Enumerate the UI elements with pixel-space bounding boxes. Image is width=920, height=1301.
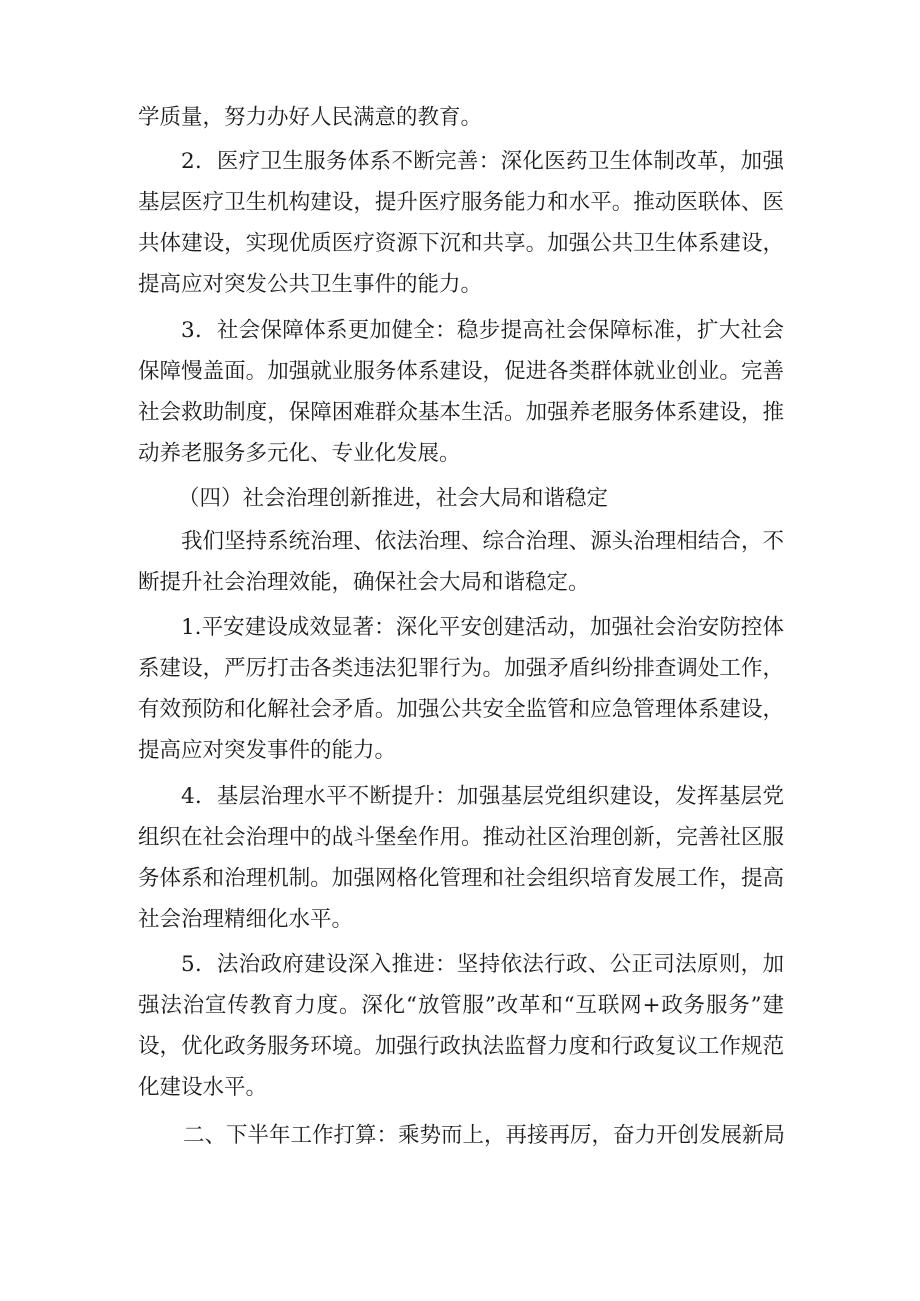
paragraph-education-end: 学质量，努力办好人民满意的教育。 bbox=[138, 105, 483, 130]
paragraph-social-security: 3．社会保障体系更加健全：稳步提高社会保障标准，扩大社会保障慢盖面。加强就业服务体系建设，促进各类群体就业创业。完善社会救助制度，保障困难群众基本生活。加强养老服务体系建设，推动养老服务多元化、专业化发展。 bbox=[138, 318, 784, 466]
paragraph-governance-intro: 我们坚持系统治理、依法治理、综合治理、源头治理相结合，不断提升社会治理效能，确保社会大局和谐稳定。 bbox=[138, 529, 784, 595]
section-heading-social-governance: （四）社会治理创新推进，社会大局和谐稳定 bbox=[178, 486, 609, 511]
paragraph-rule-of-law: 5．法治政府建设深入推进：坚持依法行政、公正司法原则，加强法治宣传教育力度。深化“放管服”改革和“互联网+政务服务”建设，优化政务服务环境。加强行政执法监督力度和行政复议工作规范化建设水平。 bbox=[138, 952, 784, 1100]
paragraph-healthcare: 2．医疗卫生服务体系不断完善：深化医药卫生体制改革，加强基层医疗卫生机构建设，提升医疗服务能力和水平。推动医联体、医共体建设，实现优质医疗资源下沉和共享。加强公共卫生体系建设，提高应对突发公共卫生事件的能力。 bbox=[138, 149, 784, 297]
paragraph-grassroots-governance: 4．基层治理水平不断提升：加强基层党组织建设，发挥基层党组织在社会治理中的战斗堡垒作用。推动社区治理创新，完善社区服务体系和治理机制。加强网格化管理和社会组织培育发展工作，提高社会治理精细化水平。 bbox=[138, 784, 784, 932]
section-heading-second-half-plan: 二、下半年工作打算：乘势而上，再接再厉，奋力开创发展新局 bbox=[183, 1123, 786, 1148]
paragraph-public-safety: 1.平安建设成效显著：深化平安创建活动，加强社会治安防控体系建设，严厉打击各类违法犯罪行为。加强矛盾纠纷排查调处工作，有效预防和化解社会矛盾。加强公共安全监管和应急管理体系建设，提高应对突发事件的能力。 bbox=[138, 615, 784, 763]
